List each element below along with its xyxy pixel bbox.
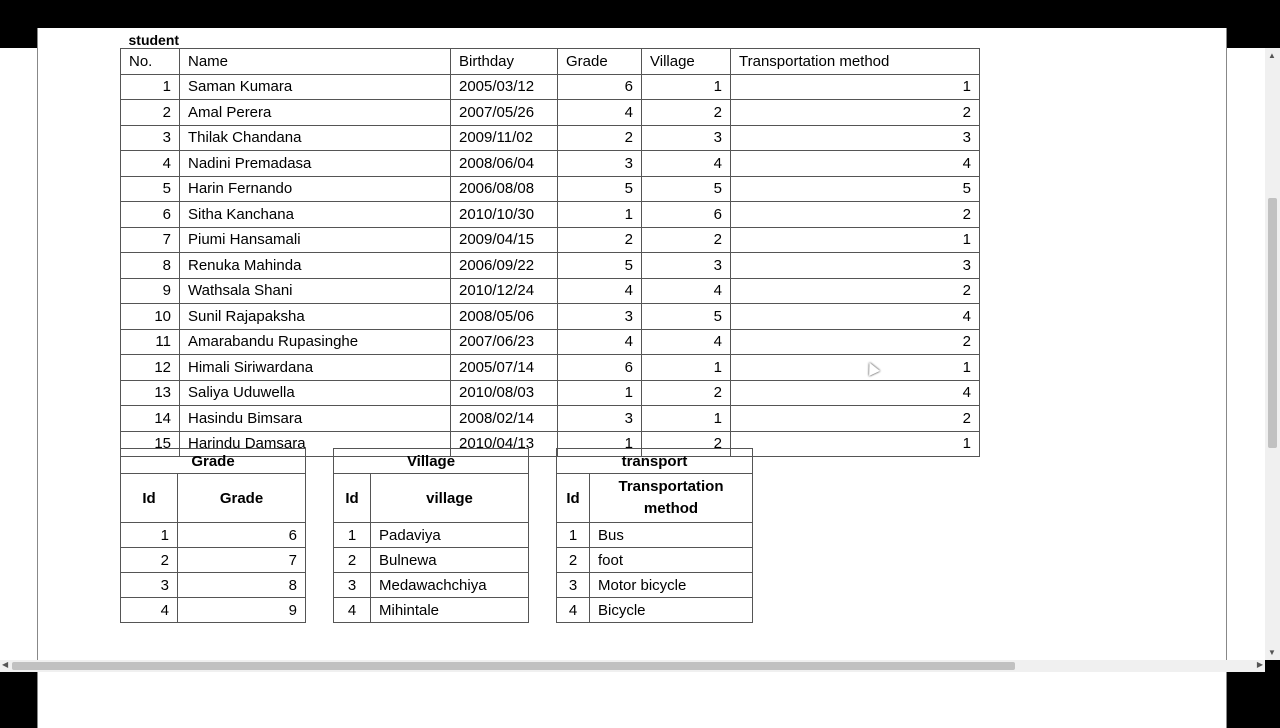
table-row [121,355,980,381]
table-cell: 3 [558,151,642,177]
transport-table [556,448,753,623]
transport-table-title: transport [557,449,753,474]
table-row [557,548,753,573]
table-cell: 2010/08/03 [451,380,558,406]
scroll-right-arrow-icon[interactable]: ▶ [1256,660,1263,669]
table-row [121,329,980,355]
table-cell: Piumi Hansamali [180,227,451,253]
document-page [37,28,1227,728]
table-cell: 2 [731,329,980,355]
table-cell: 1 [642,74,731,100]
table-cell: 4 [558,329,642,355]
table-cell: 11 [121,329,180,355]
table-cell: 1 [731,227,980,253]
table-cell: 8 [178,573,306,598]
table-cell: 1 [558,202,642,228]
table-row [334,598,529,623]
table-cell: 3 [731,253,980,279]
table-cell: 1 [558,431,642,457]
table-cell: Bus [590,523,753,548]
table-cell: 7 [178,548,306,573]
table-row [557,523,753,548]
table-cell: 4 [558,278,642,304]
table-cell: 3 [642,125,731,151]
table-cell: 2008/06/04 [451,151,558,177]
table-cell: 2 [558,227,642,253]
table-row [121,125,980,151]
table-cell: 12 [121,355,180,381]
table-cell: 4 [334,598,371,623]
table-cell: 13 [121,380,180,406]
table-cell: 6 [558,355,642,381]
table-cell: 2 [731,202,980,228]
scroll-up-arrow-icon[interactable]: ▲ [1268,51,1276,60]
table-cell: 2 [642,380,731,406]
table-cell: Wathsala Shani [180,278,451,304]
table-row [121,227,980,253]
table-cell: 5 [642,176,731,202]
table-cell: 4 [731,380,980,406]
table-cell: foot [590,548,753,573]
table-cell: 5 [558,253,642,279]
table-cell: 10 [121,304,180,330]
table-cell: 2 [557,548,590,573]
table-cell: Motor bicycle [590,573,753,598]
table-cell: Padaviya [371,523,529,548]
table-cell: 1 [642,355,731,381]
table-row [121,151,980,177]
table-cell: 3 [558,304,642,330]
table-row [334,548,529,573]
table-cell: 2005/07/14 [451,355,558,381]
student-header-row [121,49,980,75]
table-cell: Himali Siriwardana [180,355,451,381]
table-cell: 2 [334,548,371,573]
table-cell: 15 [121,431,180,457]
table-cell: 5 [642,304,731,330]
table-cell: 2 [642,227,731,253]
table-cell: Amal Perera [180,100,451,126]
table-cell: 2008/05/06 [451,304,558,330]
table-cell: Sunil Rajapaksha [180,304,451,330]
table-cell: 4 [642,329,731,355]
village-table-title: Village [334,449,529,474]
table-cell: 4 [642,278,731,304]
table-cell: Nadini Premadasa [180,151,451,177]
table-cell: 2 [731,278,980,304]
table-cell: 14 [121,406,180,432]
table-cell: 9 [178,598,306,623]
table-cell: 2006/08/08 [451,176,558,202]
table-cell: 8 [121,253,180,279]
table-row [121,380,980,406]
grade-table-title: Grade [121,449,306,474]
table-cell: 2 [731,406,980,432]
table-row [121,202,980,228]
header-birthday: Birthday [451,49,558,75]
table-cell: 2008/02/14 [451,406,558,432]
table-cell: 2 [558,125,642,151]
table-cell: 3 [121,573,178,598]
table-cell: 2007/05/26 [451,100,558,126]
student-table [120,28,980,457]
table-cell: Hasindu Bimsara [180,406,451,432]
table-cell: 1 [642,406,731,432]
table-cell: 1 [731,74,980,100]
transport-header-method: Transportation method [590,474,753,523]
table-cell: 6 [178,523,306,548]
table-cell: 3 [731,125,980,151]
table-cell: 1 [731,431,980,457]
table-cell: 6 [642,202,731,228]
table-cell: Bulnewa [371,548,529,573]
table-row [334,523,529,548]
transport-table-body [557,523,753,623]
student-table-body [121,74,980,457]
grade-table-body [121,523,306,623]
table-row [121,573,306,598]
table-cell: Amarabandu Rupasinghe [180,329,451,355]
table-cell: 4 [558,100,642,126]
table-row [557,573,753,598]
table-cell: Harindu Damsara [180,431,451,457]
table-cell: Saliya Uduwella [180,380,451,406]
horizontal-scroll-thumb[interactable] [12,662,1015,670]
scroll-down-arrow-icon[interactable]: ▼ [1268,648,1276,657]
table-cell: 3 [121,125,180,151]
table-cell: Bicycle [590,598,753,623]
table-row [121,253,980,279]
table-cell: 2009/11/02 [451,125,558,151]
vertical-scrollbar[interactable] [1265,48,1280,660]
table-cell: 2010/12/24 [451,278,558,304]
table-cell: 4 [557,598,590,623]
table-cell: 2 [731,100,980,126]
table-cell: 2 [121,100,180,126]
header-no: No. [121,49,180,75]
table-row [557,598,753,623]
table-cell: 4 [731,304,980,330]
table-row [121,74,980,100]
table-cell: 1 [558,380,642,406]
village-table-body [334,523,529,623]
table-row [121,278,980,304]
table-cell: 1 [731,355,980,381]
table-cell: 2010/10/30 [451,202,558,228]
grade-header-grade: Grade [178,474,306,523]
table-row [121,598,306,623]
document-viewport [0,32,1280,660]
table-cell: 2 [121,548,178,573]
table-cell: 2005/03/12 [451,74,558,100]
table-row [121,100,980,126]
table-cell: 2007/06/23 [451,329,558,355]
table-cell: Saman Kumara [180,74,451,100]
table-cell: 2010/04/13 [451,431,558,457]
table-row [334,573,529,598]
header-name: Name [180,49,451,75]
table-cell: 4 [121,151,180,177]
horizontal-scrollbar[interactable] [0,660,1265,672]
table-cell: 5 [121,176,180,202]
table-cell: 4 [121,598,178,623]
table-cell: 2 [642,100,731,126]
table-cell: Thilak Chandana [180,125,451,151]
vertical-scroll-thumb[interactable] [1268,198,1277,448]
scroll-left-arrow-icon[interactable]: ◀ [2,660,9,669]
table-cell: 3 [557,573,590,598]
header-grade: Grade [558,49,642,75]
grade-header-id: Id [121,474,178,523]
table-cell: 1 [121,523,178,548]
table-row [121,548,306,573]
table-cell: 7 [121,227,180,253]
table-row [121,304,980,330]
table-cell: 1 [557,523,590,548]
table-cell: 5 [558,176,642,202]
table-cell: 3 [334,573,371,598]
table-cell: 3 [642,253,731,279]
village-header-village: village [371,474,529,523]
table-cell: 9 [121,278,180,304]
table-row [121,176,980,202]
table-row [121,406,980,432]
table-cell: 6 [121,202,180,228]
table-row [121,523,306,548]
village-table [333,448,529,623]
table-cell: 4 [731,151,980,177]
table-cell: Mihintale [371,598,529,623]
table-cell: Harin Fernando [180,176,451,202]
table-cell: 2 [642,431,731,457]
table-cell: 6 [558,74,642,100]
table-cell: 2009/04/15 [451,227,558,253]
table-cell: 1 [121,74,180,100]
student-table-caption: student [128,32,180,48]
table-cell: 2006/09/22 [451,253,558,279]
table-cell: 4 [642,151,731,177]
table-cell: 1 [334,523,371,548]
transport-header-id: Id [557,474,590,523]
grade-table [120,448,306,623]
table-cell: Medawachchiya [371,573,529,598]
header-transportation-method: Transportation method [731,49,980,75]
header-village: Village [642,49,731,75]
table-cell: Renuka Mahinda [180,253,451,279]
table-cell: Sitha Kanchana [180,202,451,228]
village-header-id: Id [334,474,371,523]
table-cell: 3 [558,406,642,432]
table-cell: 5 [731,176,980,202]
